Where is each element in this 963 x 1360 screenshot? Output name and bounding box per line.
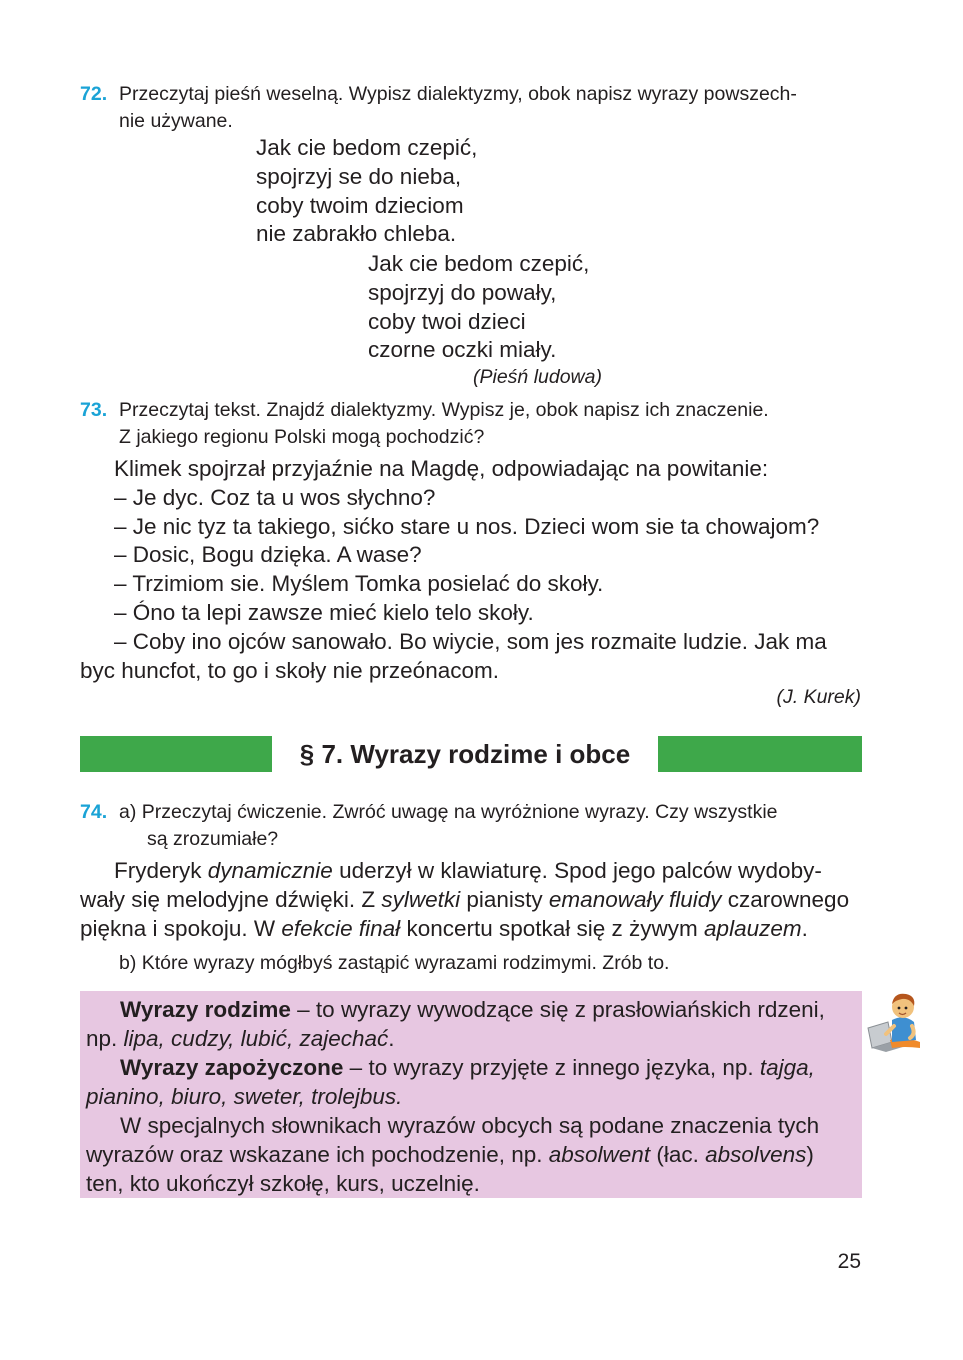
text-run: czarownego (721, 886, 850, 912)
rule-box (80, 991, 862, 1198)
text-run: piękna i spokoju. W (80, 915, 282, 941)
text-run: ) (806, 1142, 814, 1167)
poem-source: (Pieśń ludowa) (473, 366, 602, 388)
exercise-number: 72. (80, 83, 108, 105)
term: Wyrazy rodzime (120, 997, 291, 1022)
examples: pianino, biuro, sweter, trolejbus. (86, 1084, 403, 1109)
poem-line: czorne oczki miały. (368, 337, 557, 363)
text-run: (łac. (650, 1142, 706, 1167)
section-header (80, 736, 862, 772)
poem-stanza-1 (256, 134, 477, 249)
exercise-73-task (80, 397, 862, 451)
exercise-number: 73. (80, 399, 108, 421)
text-run: wyrazów oraz wskazane ich pochodzenie, np. (86, 1142, 549, 1167)
examples: lipa, cudzy, lubić, zajechać (123, 1026, 389, 1051)
text-line: – Je dyc. Coz ta u wos słychno? (114, 484, 436, 510)
highlighted-word: efekcie finał (281, 915, 401, 941)
highlighted-word: aplauzem (704, 915, 802, 941)
text-author: (J. Kurek) (776, 686, 861, 708)
text-line (80, 886, 862, 915)
example-word: absolvens (705, 1142, 807, 1167)
exercise-74-task-b (80, 950, 862, 977)
page-number: 25 (837, 1250, 861, 1273)
task-line: nie używane. (119, 110, 233, 132)
text-line: – Dosic, Bogu dzięka. A wase? (114, 542, 422, 568)
text-line: Klimek spojrzał przyjaźnie na Magdę, odpowiadając na powitanie: (114, 456, 769, 481)
dialect-text (80, 455, 862, 685)
task-line: Przeczytaj pieśń weselną. Wypisz dialektyzmy, obok napisz wyrazy powszech- (119, 83, 797, 105)
exercise-74-task (80, 799, 862, 853)
text-run: pianisty (460, 886, 549, 912)
text-line: – Je nic tyz ta takiego, sićko stare u nos. Dzieci wom sie ta chowajom? (114, 513, 820, 539)
definition: – to wyrazy wywodzące się z prasłowiańskich rdzeni, (290, 997, 825, 1022)
exercise-number: 74. (80, 801, 108, 823)
highlighted-word: sylwetki (381, 886, 461, 912)
text-run: . (801, 915, 808, 941)
task-line: Z jakiego regionu Polski mogą pochodzić? (119, 426, 485, 448)
text-run: uderzył w klawiaturę. Spod jego palców wydoby- (332, 858, 822, 883)
task-line: a) Przeczytaj ćwiczenie. Zwróć uwagę na wyróżnione wyrazy. Czy wszystkie (119, 801, 778, 823)
rule-line (86, 1140, 858, 1169)
paragraph (80, 857, 862, 886)
definition: – to wyrazy przyjęte z innego języka, np. (343, 1055, 760, 1080)
rule-text (86, 995, 858, 1198)
text-run: np. (86, 1026, 124, 1051)
rule-line: ten, kto ukończył szkołę, kurs, uczelnię. (86, 1171, 480, 1196)
examples: tajga, (759, 1055, 815, 1080)
term: Wyrazy zapożyczone (120, 1055, 344, 1080)
rule-line: W specjalnych słownikach wyrazów obcych są podane znaczenia tych (120, 1113, 820, 1138)
section-bar-right (658, 736, 862, 772)
task-line: są zrozumiałe? (147, 828, 279, 850)
text-run: Fryderyk (114, 858, 208, 883)
text-run: . (388, 1026, 395, 1051)
text-line: – Coby ino ojców sanowało. Bo wiycie, som jes rozmaite ludzie. Jak ma (114, 628, 827, 654)
rule-line (86, 995, 858, 1024)
rule-line (86, 1053, 858, 1082)
rule-line (86, 1082, 858, 1111)
highlighted-word: dynamicznie (207, 858, 333, 883)
task-line: Przeczytaj tekst. Znajdź dialektyzmy. Wypisz je, obok napisz ich znaczenie. (119, 399, 769, 421)
section-bar-left (80, 736, 272, 772)
poem-line: spojrzyj se do nieba, (256, 163, 462, 189)
exercise-72-task (80, 81, 862, 135)
rule-line (86, 1024, 858, 1053)
poem-stanza-2 (368, 250, 589, 365)
text-run: wały się melodyjne dźwięki. Z (80, 886, 382, 912)
text-line: byc huncfot, to go i skoły nie przeónacom. (80, 657, 499, 683)
poem-line: coby twoim dzieciom (256, 192, 464, 218)
poem-line: nie zabrakło chleba. (256, 221, 457, 247)
exercise-74-text (80, 857, 862, 943)
task-line: b) Które wyrazy mógłbyś zastąpić wyrazami rodzimymi. Zrób to. (119, 952, 670, 974)
text-line: – Trzimiom sie. Myślem Tomka posielać do skoły. (114, 571, 604, 597)
poem-line: spojrzyj do powały, (368, 279, 557, 305)
poem-line: coby twoi dzieci (368, 308, 526, 334)
text-line: – Óno ta lepi zawsze mieć kielo telo skoły. (114, 599, 534, 625)
section-title: § 7. Wyrazy rodzime i obce (275, 736, 655, 772)
highlighted-word: emanowały fluidy (548, 886, 722, 912)
text-run: koncertu spotkał się z żywym (400, 915, 705, 941)
boy-with-laptop-icon (866, 990, 926, 1052)
poem-line: Jak cie bedom czepić, (256, 135, 478, 160)
example-word: absolwent (548, 1142, 651, 1167)
text-line (80, 915, 862, 944)
poem-line: Jak cie bedom czepić, (368, 251, 590, 276)
